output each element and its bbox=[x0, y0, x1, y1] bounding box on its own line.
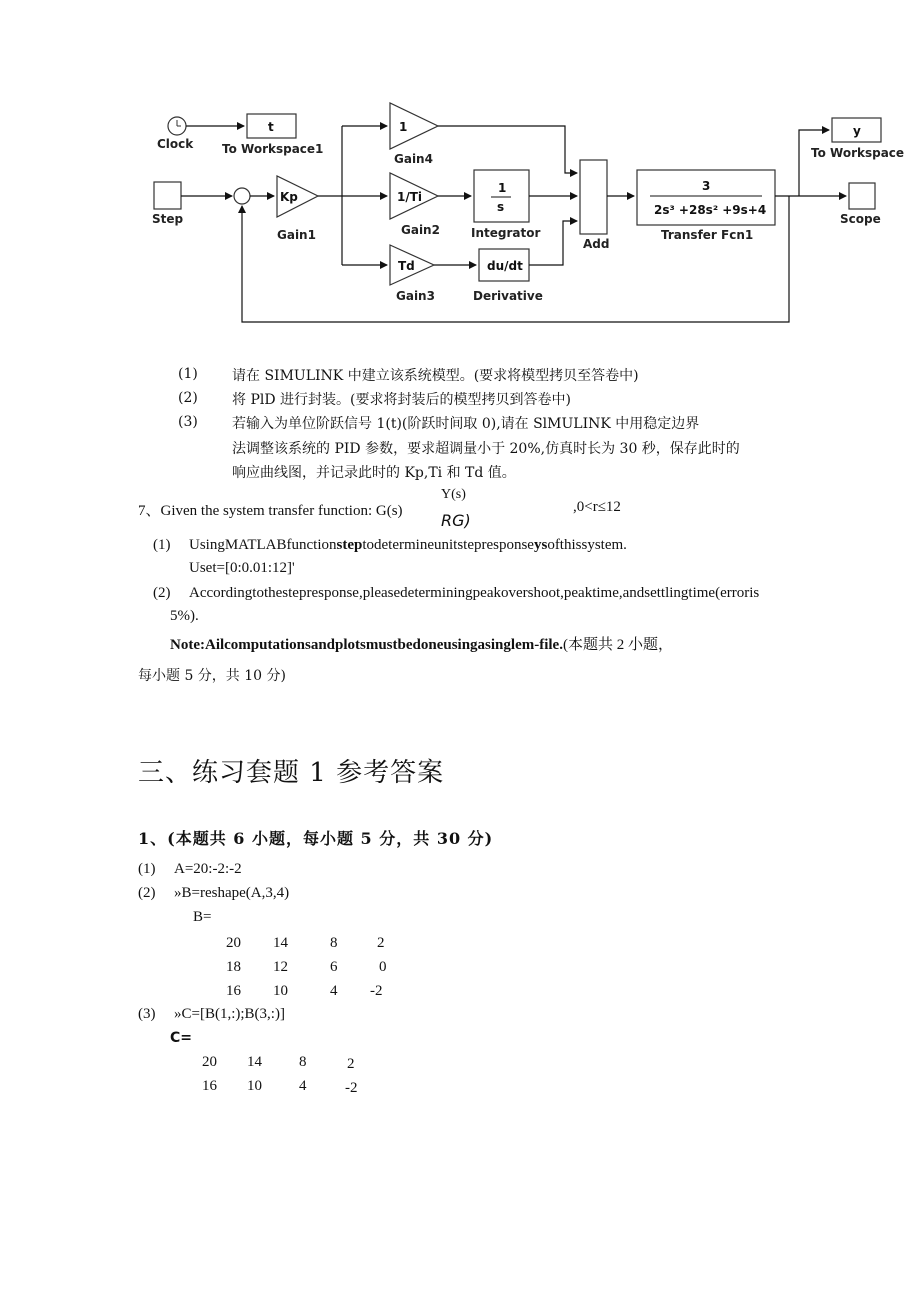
derivative-block bbox=[473, 249, 543, 303]
svg-text:Kp: Kp bbox=[280, 190, 298, 204]
svg-text:Derivative: Derivative bbox=[473, 289, 543, 303]
gain4-block bbox=[390, 103, 438, 166]
gain2-block bbox=[390, 173, 440, 237]
add-block bbox=[580, 160, 609, 251]
scope-block bbox=[840, 183, 881, 226]
svg-text:s: s bbox=[497, 200, 505, 214]
svg-text:du/dt: du/dt bbox=[487, 259, 523, 273]
svg-text:To Workspace1: To Workspace1 bbox=[222, 142, 324, 156]
section-sub: 1、(本题共 6 小题，每小题 5 分，共 30 分) bbox=[138, 829, 494, 848]
svg-text:1/Ti: 1/Ti bbox=[397, 190, 423, 204]
step-block bbox=[152, 182, 184, 226]
simulink-diagram bbox=[0, 0, 920, 340]
gain3-block bbox=[390, 245, 435, 303]
svg-text:Step: Step bbox=[152, 212, 184, 226]
svg-text:1: 1 bbox=[399, 120, 408, 134]
gain1-block bbox=[277, 176, 318, 242]
svg-text:To Workspace: To Workspace bbox=[811, 146, 905, 160]
integrator-block bbox=[471, 170, 540, 240]
svg-text:Gain4: Gain4 bbox=[394, 152, 433, 166]
clock-label: Clock bbox=[157, 137, 194, 151]
q6-item-3-cont-1: 法调整该系统的 PID 参数，要求超调量小于 20%,仿真时长为 30 秒，保存此时的 bbox=[232, 441, 740, 457]
transfer-fcn-block bbox=[637, 170, 775, 242]
svg-text:Gain3: Gain3 bbox=[396, 289, 435, 303]
svg-text:y: y bbox=[853, 124, 861, 138]
svg-text:2s³ +28s² +9s+4: 2s³ +28s² +9s+4 bbox=[654, 203, 767, 217]
sum-junction bbox=[234, 188, 250, 204]
svg-text:1: 1 bbox=[498, 181, 507, 195]
svg-text:Td: Td bbox=[398, 259, 415, 273]
svg-text:Add: Add bbox=[583, 237, 610, 251]
svg-text:Integrator: Integrator bbox=[471, 226, 541, 240]
to-workspace-block bbox=[811, 118, 904, 160]
clock-block bbox=[157, 117, 194, 151]
svg-text:Gain2: Gain2 bbox=[401, 223, 440, 237]
to-workspace1-block bbox=[222, 114, 323, 156]
section-heading: 三、练习套题 1 参考答案 bbox=[138, 758, 445, 788]
svg-text:t: t bbox=[268, 120, 274, 134]
q6-item-3-cont-2: 响应曲线图，并记录此时的 Kp,Ti 和 Td 值。 bbox=[232, 465, 516, 481]
svg-text:Transfer Fcn1: Transfer Fcn1 bbox=[661, 228, 754, 242]
svg-text:Scope: Scope bbox=[840, 212, 881, 226]
svg-text:Gain1: Gain1 bbox=[277, 228, 316, 242]
svg-text:3: 3 bbox=[702, 179, 711, 193]
